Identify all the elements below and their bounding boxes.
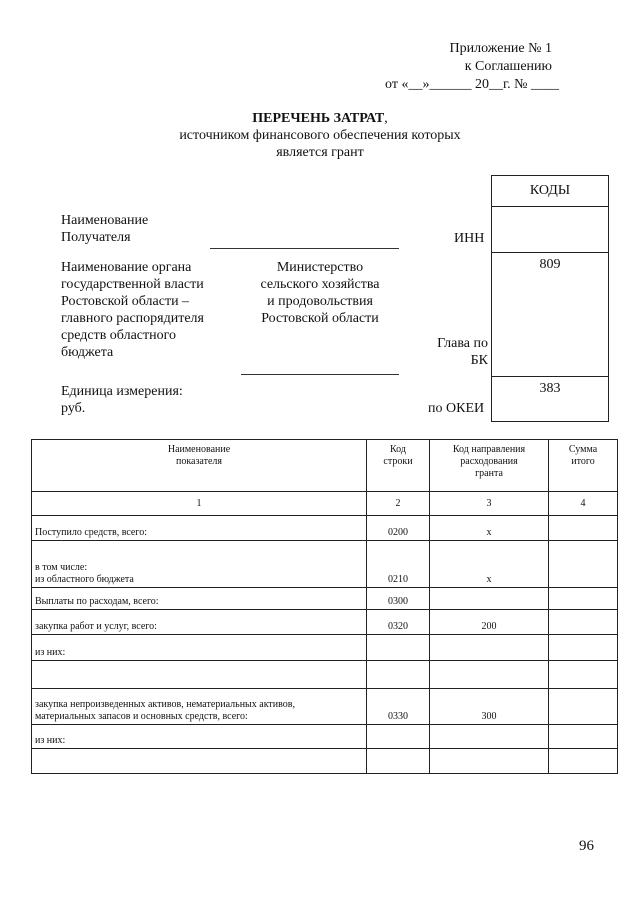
page-number: 96 <box>579 838 594 854</box>
row-sum <box>549 516 618 541</box>
title-line-3: является грант <box>276 145 364 160</box>
row-direction <box>430 635 549 661</box>
row-name: из них: <box>32 725 367 749</box>
appendix-block <box>385 40 559 94</box>
row-sum <box>549 635 618 661</box>
recipient-name-line <box>210 248 399 249</box>
header-direction-code: Код направления расходования гранта <box>430 440 549 492</box>
row-direction: 200 <box>430 610 549 635</box>
appendix-line-2: к Соглашению <box>464 59 552 74</box>
appendix-line-1: Приложение № 1 <box>449 41 552 56</box>
col-number: 4 <box>549 492 618 516</box>
row-sum <box>549 689 618 725</box>
table-row <box>32 541 618 588</box>
bk-code-value: 809 <box>539 257 561 272</box>
row-name: закупка работ и услуг, всего: <box>32 610 367 635</box>
table-row <box>32 689 618 725</box>
row-sum <box>549 661 618 689</box>
table-row <box>32 661 618 689</box>
row-code: 0320 <box>367 610 430 635</box>
col-number: 3 <box>430 492 549 516</box>
row-name: в том числе: из областного бюджета <box>32 541 367 588</box>
row-code: 0300 <box>367 588 430 610</box>
codes-header: КОДЫ <box>529 183 571 198</box>
row-name: Поступило средств, всего: <box>32 516 367 541</box>
document-title <box>0 110 640 161</box>
row-sum <box>549 588 618 610</box>
col-number: 2 <box>367 492 430 516</box>
authority-name: Министерство сельского хозяйства и продовольствия Ростовской области <box>260 260 380 326</box>
row-name: из них: <box>32 635 367 661</box>
codes-divider <box>492 206 608 207</box>
table-row <box>32 516 618 541</box>
title-line-2: источником финансового обеспечения которых <box>179 128 461 143</box>
header-total-sum: Сумма итого <box>549 440 618 492</box>
title-main: ПЕРЕЧЕНЬ ЗАТРАТ <box>252 111 385 126</box>
row-code: 0210 <box>367 541 430 588</box>
row-code <box>367 635 430 661</box>
row-direction: x <box>430 516 549 541</box>
row-direction: 300 <box>430 689 549 725</box>
row-code: 0200 <box>367 516 430 541</box>
row-sum <box>549 749 618 774</box>
codes-divider <box>492 376 608 377</box>
header-row-code: Код строки <box>367 440 430 492</box>
okei-code-value: 383 <box>539 381 561 396</box>
table-row <box>32 610 618 635</box>
row-direction <box>430 661 549 689</box>
table-row <box>32 749 618 774</box>
row-name <box>32 749 367 774</box>
row-direction <box>430 588 549 610</box>
okei-label: по ОКЕИ <box>428 401 485 416</box>
row-code <box>367 725 430 749</box>
table-row <box>32 725 618 749</box>
inn-label: ИНН <box>454 231 485 246</box>
table-row <box>32 588 618 610</box>
header-indicator-name: Наименование показателя <box>32 440 367 492</box>
title-comma: , <box>384 111 388 126</box>
authority-name-line <box>241 374 399 375</box>
bk-label: Глава по БК <box>437 336 488 368</box>
col-number: 1 <box>32 492 367 516</box>
unit-label: Единица измерения: руб. <box>61 384 183 416</box>
row-name: закупка непроизведенных активов, нематериальных активов, материальных запасов и основных средств, всего: <box>32 689 367 725</box>
authority-label: Наименование органа государственной власти Ростовской области – главного распорядителя средств областного бюджета <box>61 260 204 360</box>
codes-divider <box>492 252 608 253</box>
recipient-label: Наименование Получателя <box>61 213 149 245</box>
row-code <box>367 661 430 689</box>
costs-table <box>31 439 618 774</box>
row-name: Выплаты по расходам, всего: <box>32 588 367 610</box>
row-direction: x <box>430 541 549 588</box>
codes-box <box>491 175 609 422</box>
table-header-row <box>32 440 618 492</box>
row-sum <box>549 541 618 588</box>
row-name <box>32 661 367 689</box>
column-numbers-row <box>32 492 618 516</box>
row-code <box>367 749 430 774</box>
row-direction <box>430 749 549 774</box>
row-sum <box>549 610 618 635</box>
table-row <box>32 635 618 661</box>
appendix-line-3: от «__»______ 20__г. № ____ <box>385 77 559 92</box>
row-code: 0330 <box>367 689 430 725</box>
row-direction <box>430 725 549 749</box>
row-sum <box>549 725 618 749</box>
